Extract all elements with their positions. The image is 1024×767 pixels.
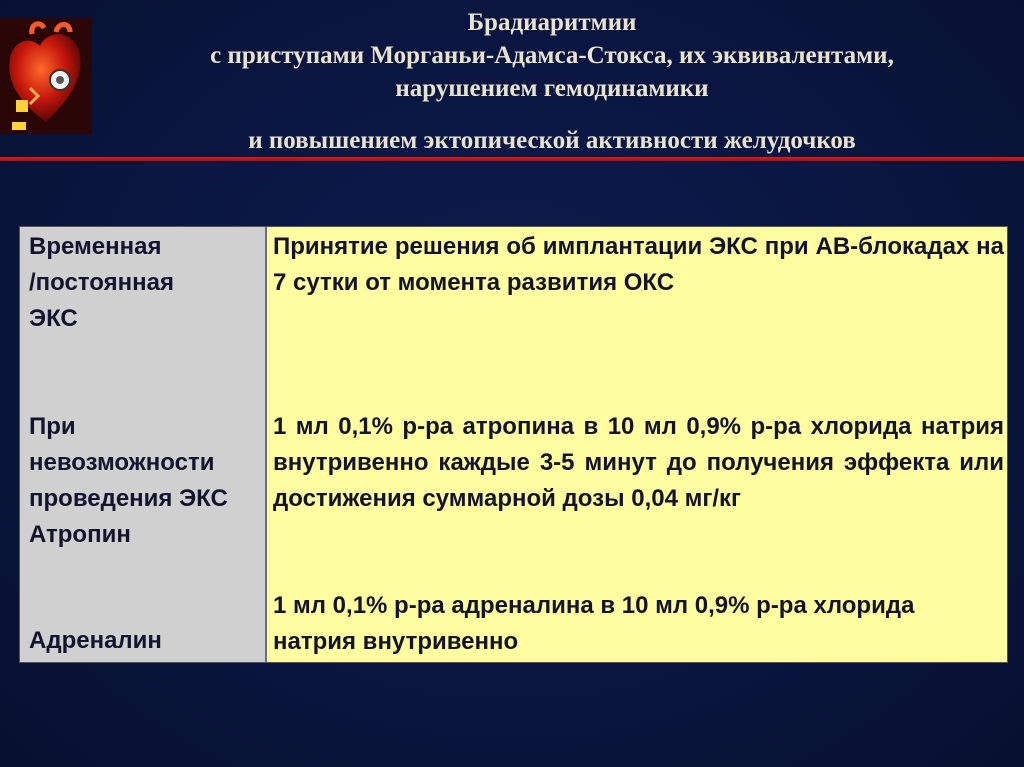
slide-title — [100, 6, 1004, 157]
table-right-column — [267, 227, 1007, 662]
row-3-label: Адреналин — [29, 627, 162, 654]
title-line-3: нарушением гемодинамики — [395, 75, 709, 102]
title-gap — [100, 105, 1004, 124]
title-line-4: и повышением эктопической активности желудочков — [248, 127, 856, 154]
treatment-table — [19, 226, 1008, 663]
row-2-description: 1 мл 0,1% р-ра атропина в 10 мл 0,9% р-ра хлорида натрия внутривенно каждые 3-5 минут до получения эффекта или достижения суммарной дозы 0,04 мг/кг — [273, 413, 1004, 512]
row-2-label: При невозможности проведения ЭКС Атропин — [29, 413, 228, 548]
title-line-1: Брадиаритмии — [467, 9, 637, 36]
row-1-description: Принятие решения об имплантации ЭКС при АВ-блокадах на 7 сутки от момента развития ОКС — [273, 233, 1004, 296]
title-line-2: с приступами Морганьи-Адамса-Стокса, их эквивалентами, — [210, 42, 894, 69]
title-divider — [0, 157, 1024, 161]
row-1-label: Временная /постоянная ЭКС — [29, 233, 174, 332]
row-3-description: 1 мл 0,1% р-ра адреналина в 10 мл 0,9% р-ра хлорида натрия внутривенно — [273, 592, 915, 655]
heart-logo-icon — [0, 18, 92, 134]
table-left-column — [20, 227, 267, 662]
